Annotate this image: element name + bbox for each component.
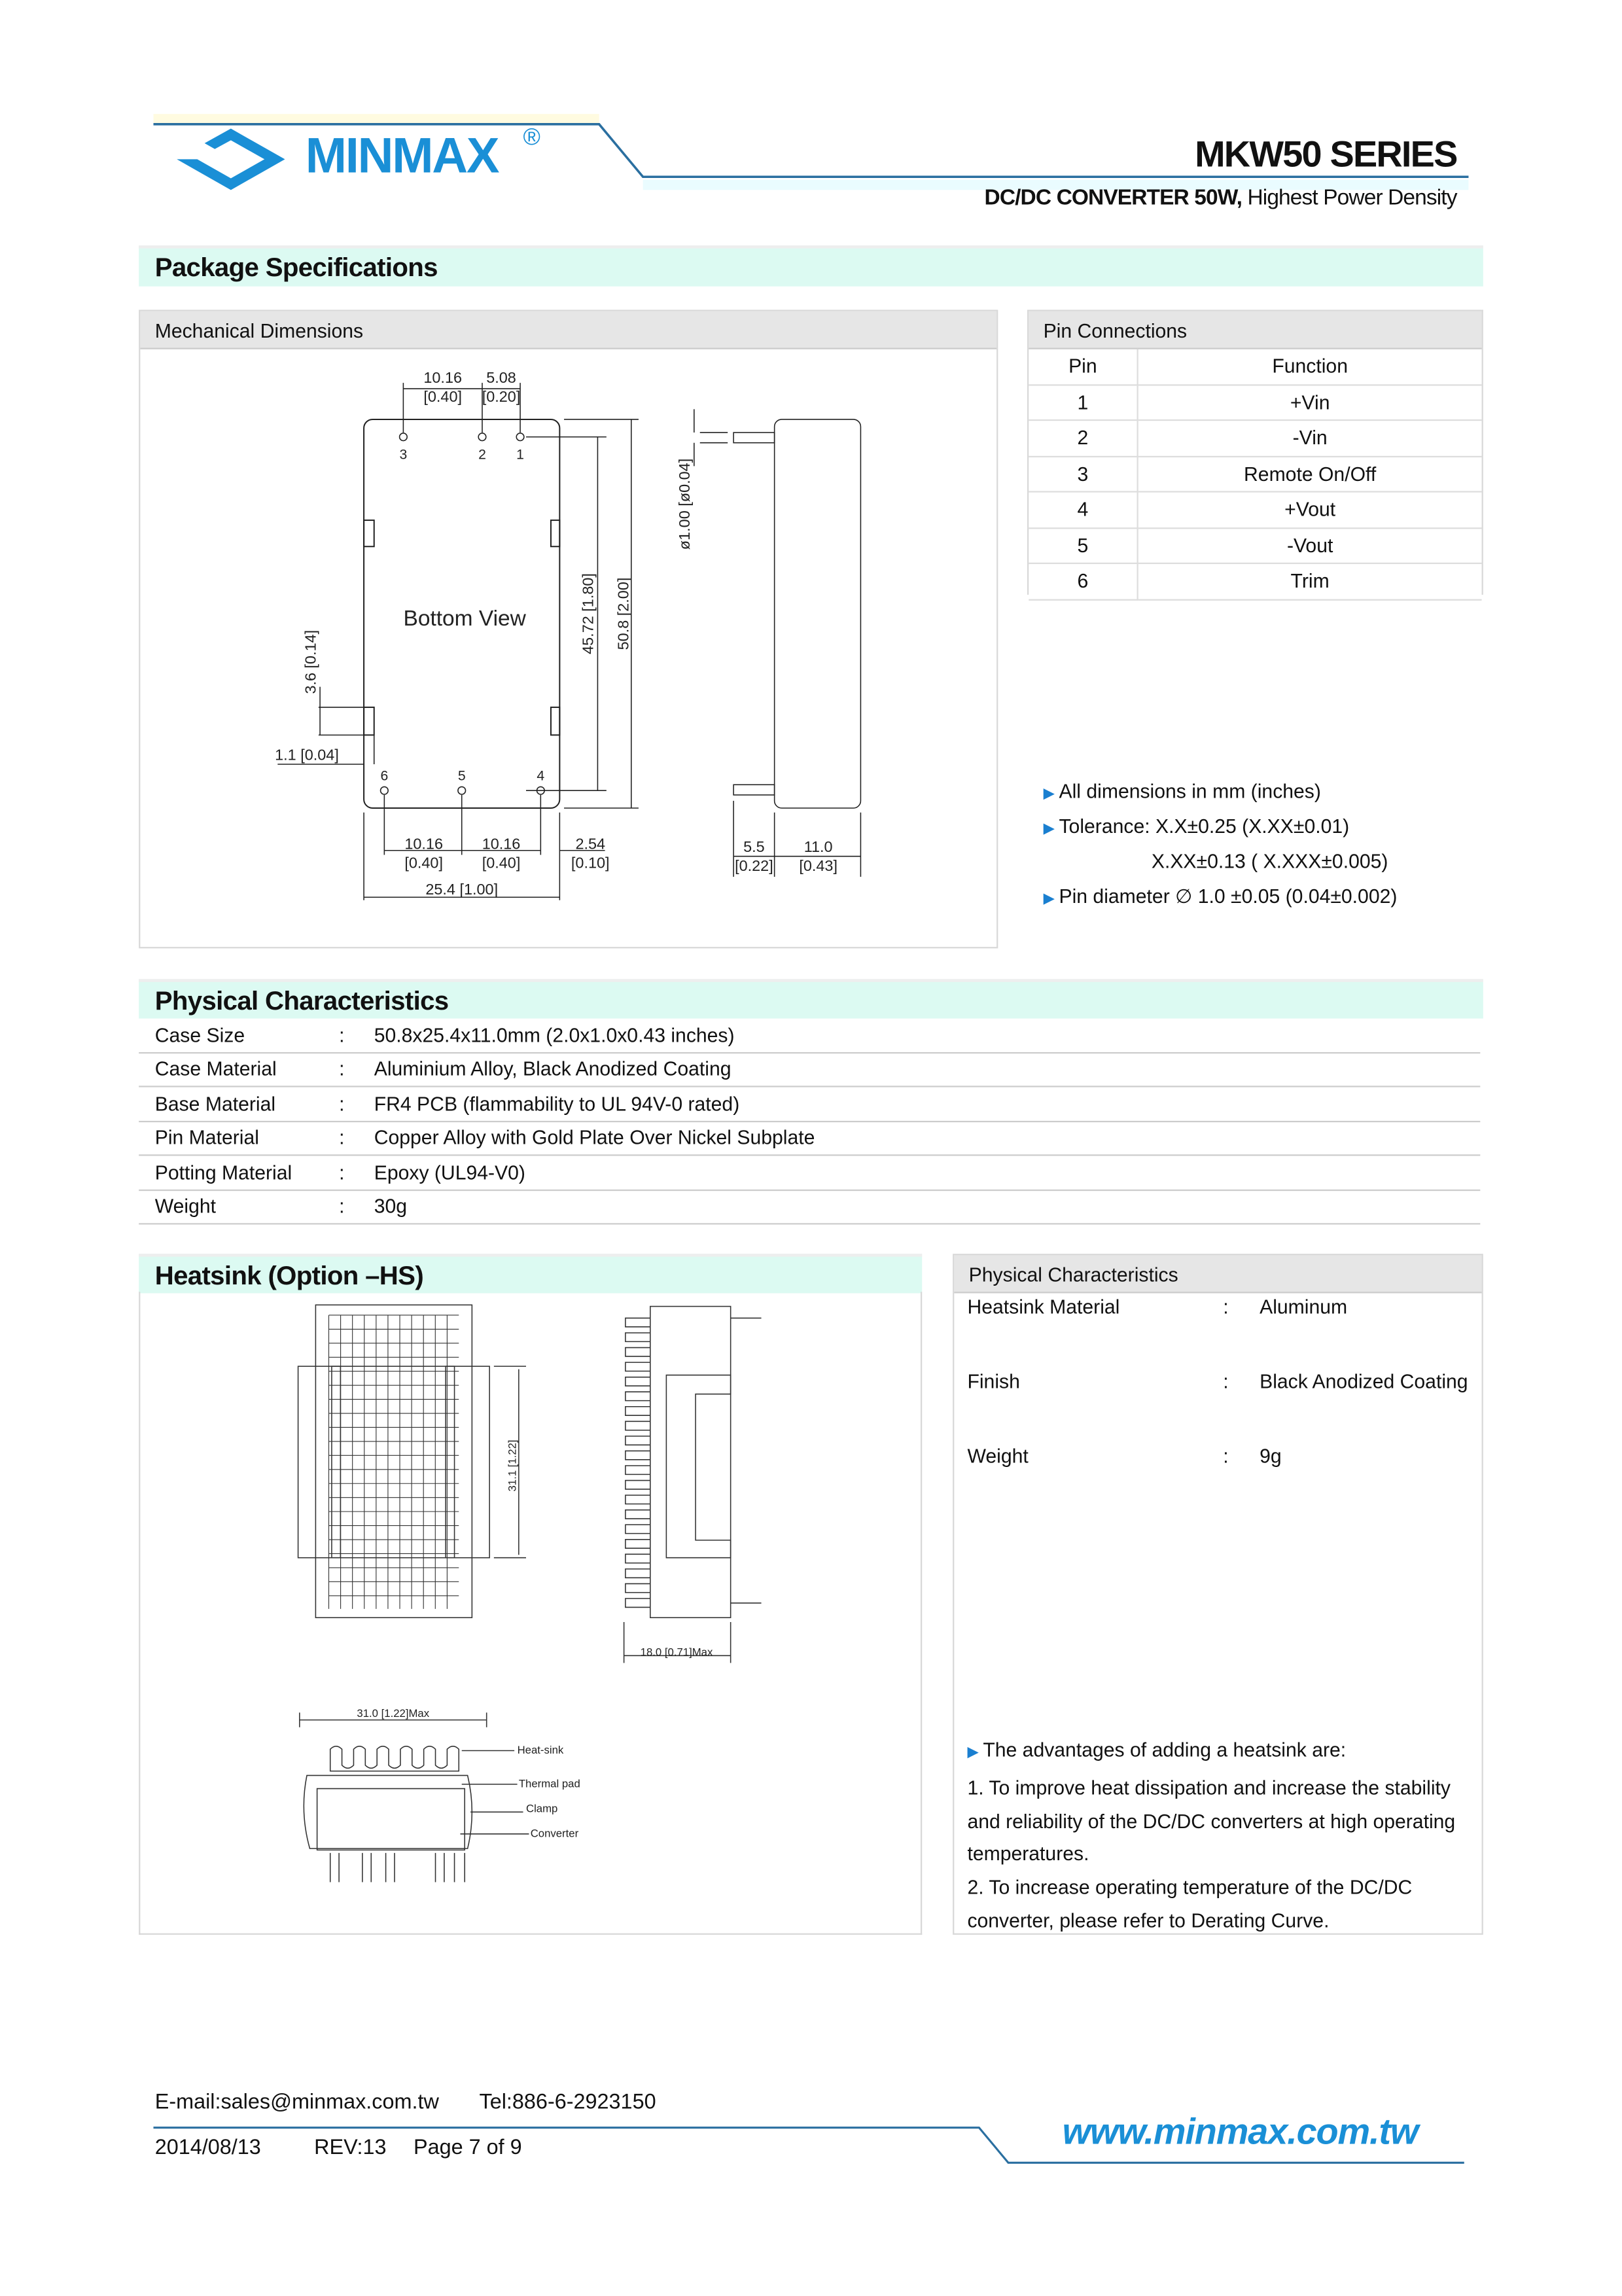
dim-label: 18.0 [0.71]Max xyxy=(640,1646,713,1659)
dim-label: [0.22] xyxy=(735,857,773,875)
pin-number: 2 xyxy=(1029,420,1137,456)
note-tolerance-2: X.XX±0.13 ( X.XXX±0.005) xyxy=(1151,850,1388,873)
callout-clamp: Clamp xyxy=(525,1802,558,1815)
pin-label: 2 xyxy=(478,447,486,463)
pin-function: +Vout xyxy=(1138,492,1482,528)
advantages-title: ▶ The advantages of adding a heatsink are: xyxy=(967,1739,1347,1761)
dim-label: 10.16 xyxy=(404,835,443,853)
heatsink-heading: Heatsink (Option –HS) xyxy=(139,1254,922,1293)
subtitle-rest: Highest Power Density xyxy=(1242,185,1457,211)
dim-label: 25.4 [1.00] xyxy=(425,880,499,898)
colon: : xyxy=(1223,1296,1229,1318)
heatsink-spec-value: Aluminum xyxy=(1260,1296,1348,1318)
pin-connections-title: Pin Connections xyxy=(1029,311,1481,349)
series-title: MKW50 SERIES xyxy=(1195,134,1457,175)
physical-value: 50.8x25.4x11.0mm (2.0x1.0x0.43 inches) xyxy=(374,1024,735,1047)
physical-label: Pin Material xyxy=(154,1127,259,1149)
heatsink-spec-row xyxy=(967,1371,1479,1392)
colon: : xyxy=(1223,1445,1229,1468)
dim-label: 10.16 xyxy=(482,835,521,853)
mechanical-dimensions-title: Mechanical Dimensions xyxy=(140,311,996,349)
note-pin-diameter: ▶ Pin diameter ∅ 1.0 ±0.05 (0.04±0.002) xyxy=(1043,885,1398,908)
colon: : xyxy=(339,1161,345,1184)
note-dimensions: ▶ All dimensions in mm (inches) xyxy=(1043,780,1321,803)
footer-date: 2014/08/13 xyxy=(154,2136,261,2160)
header-function: Function xyxy=(1138,349,1482,385)
heatsink-characteristics-title: Physical Characteristics xyxy=(954,1255,1481,1293)
physical-value: Copper Alloy with Gold Plate Over Nickel Subplate xyxy=(374,1127,815,1149)
pin-number: 5 xyxy=(1029,527,1137,563)
pin-label: 5 xyxy=(457,768,466,784)
note-text: All dimensions in mm (inches) xyxy=(1059,780,1321,803)
registered-mark: ® xyxy=(523,126,540,151)
dim-label: 45.72 [1.80] xyxy=(579,573,597,654)
colon: : xyxy=(339,1127,345,1149)
heatsink-spec-label: Finish xyxy=(967,1370,1020,1393)
heatsink-spec-value: 9g xyxy=(1260,1445,1282,1468)
dim-label: [0.20] xyxy=(482,388,521,406)
pin-function: +Vin xyxy=(1138,384,1482,420)
pin-number: 3 xyxy=(1029,456,1137,492)
pin-function: Trim xyxy=(1138,563,1482,599)
pin-label: 3 xyxy=(399,447,408,463)
note-tolerance: ▶ Tolerance: X.X±0.25 (X.XX±0.01) xyxy=(1043,815,1350,838)
package-specifications-heading: Package Specifications xyxy=(139,245,1483,287)
subtitle-bold: DC/DC CONVERTER 50W, xyxy=(984,185,1243,211)
dim-label: [0.43] xyxy=(799,857,837,875)
heatsink-spec-row xyxy=(967,1445,1479,1467)
pin-function: Remote On/Off xyxy=(1138,456,1482,492)
dim-label: 1.1 [0.04] xyxy=(275,746,339,764)
dim-label: ø1.00 [ø0.04] xyxy=(676,458,694,550)
pin-label: 6 xyxy=(380,768,389,784)
dim-label: 5.5 xyxy=(743,838,765,856)
advantage-2: 2. To increase operating temperature of the DC/DC converter, please refer to Derating Curve. xyxy=(967,1876,1413,1932)
physical-value: 30g xyxy=(374,1195,408,1218)
physical-characteristics-heading: Physical Characteristics xyxy=(139,979,1483,1018)
dim-label: 2.54 xyxy=(575,835,606,853)
physical-label: Case Material xyxy=(154,1058,277,1081)
footer-email[interactable]: E-mail:sales@minmax.com.tw xyxy=(154,2091,439,2115)
heatsink-spec-row xyxy=(967,1296,1479,1318)
callout-converter: Converter xyxy=(530,1827,579,1840)
footer-tel: Tel:886-6-2923150 xyxy=(479,2091,656,2115)
brand-name: MINMAX xyxy=(305,128,499,185)
advantages-title-text: The advantages of adding a heatsink are: xyxy=(983,1739,1347,1761)
dim-label: [0.40] xyxy=(482,854,521,872)
dim-label: [0.40] xyxy=(404,854,443,872)
footer-page-number: Page 7 of 9 xyxy=(414,2136,522,2160)
dim-label: 31.0 [1.22]Max xyxy=(357,1707,430,1720)
note-text: Pin diameter ∅ 1.0 ±0.05 (0.04±0.002) xyxy=(1059,885,1398,908)
footer-website-link[interactable]: www.minmax.com.tw xyxy=(1062,2111,1419,2153)
colon: : xyxy=(339,1195,345,1218)
dim-label: [0.10] xyxy=(571,854,610,872)
physical-label: Weight xyxy=(154,1195,217,1218)
dim-label: 50.8 [2.00] xyxy=(614,577,632,650)
pin-label: 4 xyxy=(537,768,545,784)
dim-label: 31.1 [1.22] xyxy=(506,1439,519,1492)
dim-label: 5.08 xyxy=(486,369,516,387)
dim-label: 11.0 xyxy=(803,838,833,856)
dim-label: [0.40] xyxy=(423,388,463,406)
colon: : xyxy=(339,1058,345,1081)
colon: : xyxy=(1223,1370,1229,1393)
heatsink-spec-value: Black Anodized Coating xyxy=(1260,1370,1468,1393)
pin-number: 4 xyxy=(1029,492,1137,528)
colon: : xyxy=(339,1024,345,1047)
advantage-1: 1. To improve heat dissipation and increase the stability and reliability of the DC/DC converters at high operating temperatures. xyxy=(967,1776,1456,1865)
heatsink-spec-label: Heatsink Material xyxy=(967,1296,1120,1318)
physical-value: Epoxy (UL94-V0) xyxy=(374,1161,525,1184)
colon: : xyxy=(339,1093,345,1115)
physical-label: Potting Material xyxy=(154,1161,292,1184)
pin-function: -Vin xyxy=(1138,420,1482,456)
physical-label: Case Size xyxy=(154,1024,245,1047)
footer-revision: REV:13 xyxy=(314,2136,387,2160)
pin-function: -Vout xyxy=(1138,527,1482,563)
dim-label: 3.6 [0.14] xyxy=(302,629,319,694)
heatsink-fin-grid xyxy=(328,1315,459,1609)
dim-label: 10.16 xyxy=(423,369,463,387)
heatsink-side-fins xyxy=(626,1318,650,1607)
note-text: Tolerance: X.X±0.25 (X.XX±0.01) xyxy=(1059,815,1350,838)
physical-value: FR4 PCB (flammability to UL 94V-0 rated) xyxy=(374,1093,740,1115)
header-pin: Pin xyxy=(1029,349,1137,385)
pin-number: 1 xyxy=(1029,384,1137,420)
pin-label: 1 xyxy=(516,447,524,463)
heatsink-spec-label: Weight xyxy=(967,1445,1029,1468)
callout-heatsink: Heat-sink xyxy=(517,1743,564,1756)
callout-thermal-pad: Thermal pad xyxy=(518,1777,580,1790)
bottom-view-label: Bottom View xyxy=(403,606,526,631)
physical-value: Aluminium Alloy, Black Anodized Coating xyxy=(374,1058,732,1081)
pin-number: 6 xyxy=(1029,563,1137,599)
physical-label: Base Material xyxy=(154,1093,276,1115)
